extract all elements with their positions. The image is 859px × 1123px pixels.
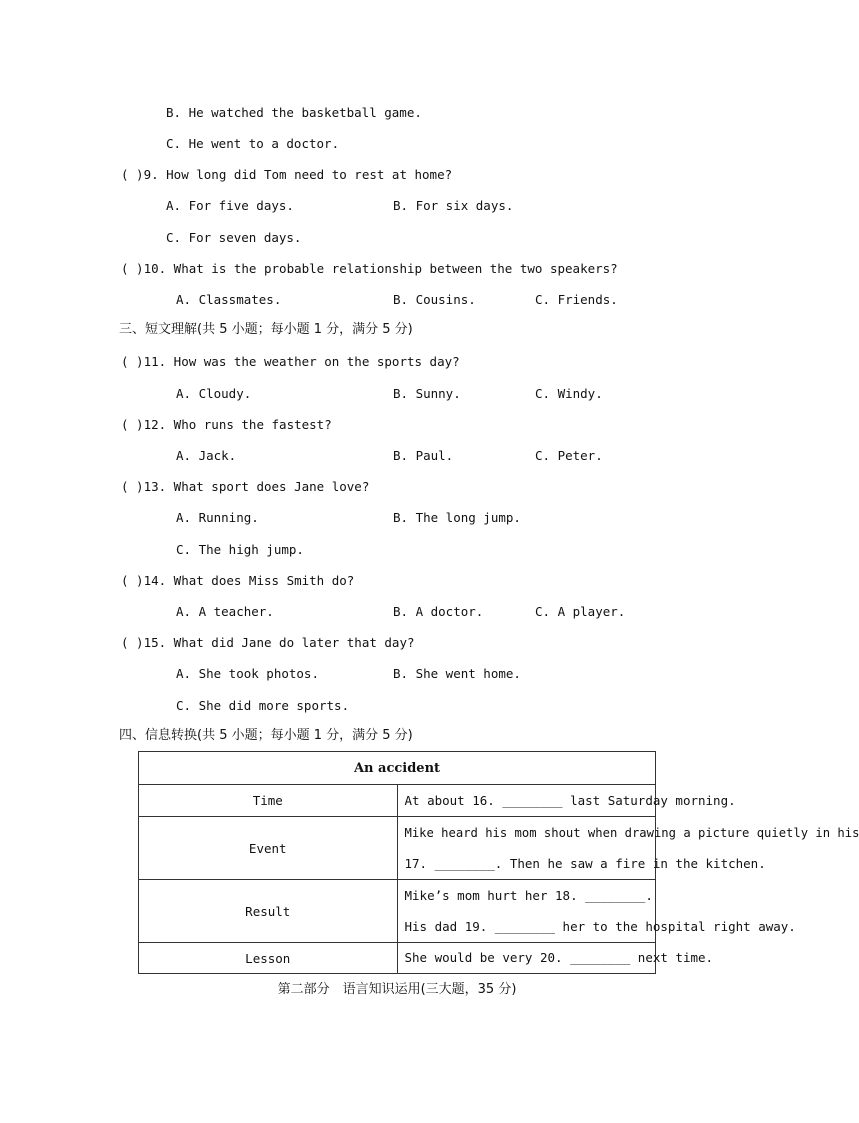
q15-option-b: B. She went home. [393, 666, 521, 681]
row-content [397, 817, 859, 880]
q14-option-b: B. A doctor. [393, 604, 484, 619]
q14-option-c: C. A player. [535, 604, 626, 619]
q9-option-c: C. For seven days. [166, 230, 302, 245]
info-table [138, 751, 859, 974]
q8-option-c: C. He went to a doctor. [166, 136, 340, 151]
row-label: Time [139, 785, 398, 817]
row-line: 17. ________. Then he saw a fire in the kitchen. [404, 855, 766, 871]
q8-option-b: B. He watched the basketball game. [166, 105, 422, 120]
q10-stem: ( )10. What is the probable relationship between the two speakers? [121, 261, 618, 276]
q12-option-c: C. Peter. [535, 448, 603, 463]
table-header-row [139, 752, 656, 785]
q11-stem: ( )11. How was the weather on the sports day? [121, 354, 460, 369]
q12-stem: ( )12. Who runs the fastest? [121, 417, 332, 432]
row-line: Mike heard his mom shout when drawing a picture quietly in his [404, 825, 859, 840]
q9-stem: ( )9. How long did Tom need to rest at home? [121, 167, 453, 182]
q9-option-a: A. For five days. [166, 198, 294, 213]
table-title: An accident [139, 752, 656, 785]
table-row [139, 785, 656, 817]
q13-stem: ( )13. What sport does Jane love? [121, 479, 370, 494]
table-row [139, 880, 656, 943]
section-3-heading: 三、短文理解(共 5 小题；每小题 1 分，满分 5 分) [119, 322, 413, 337]
q15-stem: ( )15. What did Jane do later that day? [121, 635, 415, 650]
q15-option-a: A. She took photos. [176, 666, 319, 681]
row-line: His dad 19. ________ her to the hospital right away. [404, 918, 796, 934]
row-line: She would be very 20. ________ next time. [404, 950, 714, 965]
q13-option-b: B. The long jump. [393, 510, 521, 525]
q15-option-c: C. She did more sports. [176, 698, 350, 713]
part-2-heading: 第二部分 语言知识运用(三大题，35 分) [277, 982, 517, 997]
table-row [139, 943, 656, 974]
row-label: Lesson [139, 943, 398, 974]
row-content [397, 880, 796, 943]
row-label: Event [139, 817, 398, 880]
row-content [397, 785, 736, 817]
table-row [139, 817, 656, 880]
q11-option-b: B. Sunny. [393, 386, 461, 401]
row-line: At about 16. ________ last Saturday morning. [404, 792, 736, 808]
row-label: Result [139, 880, 398, 943]
q9-option-b: B. For six days. [393, 198, 514, 213]
q11-option-c: C. Windy. [535, 386, 603, 401]
row-line: Mike’s mom hurt her 18. ________. [404, 887, 653, 903]
q10-option-c: C. Friends. [535, 292, 618, 307]
q13-option-a: A. Running. [176, 510, 259, 525]
q10-option-b: B. Cousins. [393, 292, 476, 307]
q12-option-b: B. Paul. [393, 448, 454, 463]
q10-option-a: A. Classmates. [176, 292, 282, 307]
section-4-heading: 四、信息转换(共 5 小题；每小题 1 分，满分 5 分) [119, 728, 413, 743]
row-content [397, 943, 714, 974]
q12-option-a: A. Jack. [176, 448, 237, 463]
q13-option-c: C. The high jump. [176, 542, 304, 557]
q14-stem: ( )14. What does Miss Smith do? [121, 573, 355, 588]
q11-option-a: A. Cloudy. [176, 386, 252, 401]
q14-option-a: A. A teacher. [176, 604, 274, 619]
